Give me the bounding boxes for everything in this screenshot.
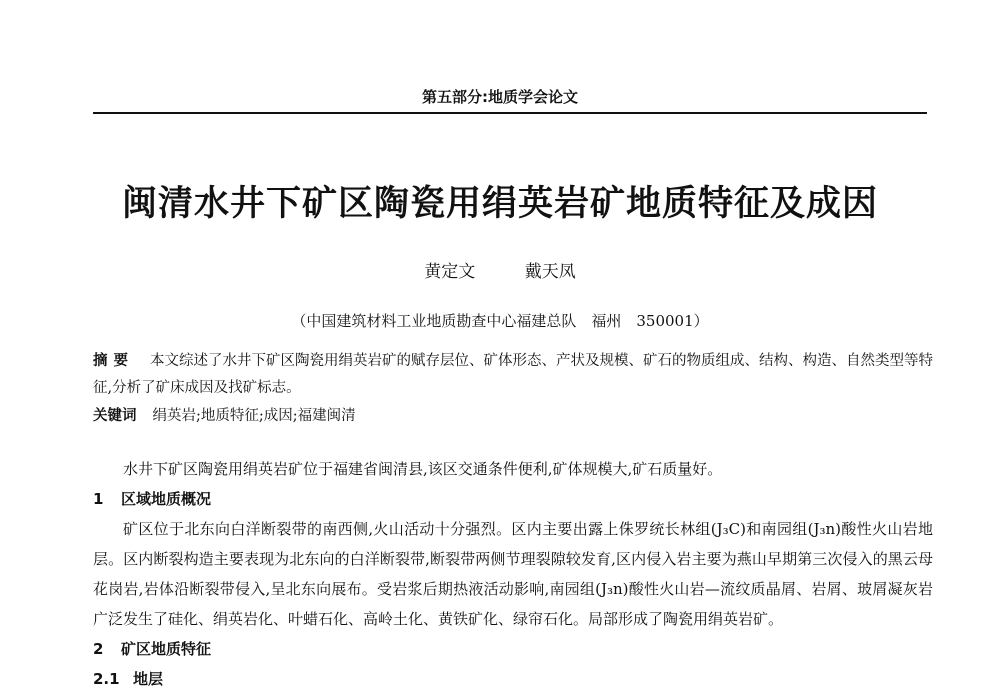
header-rule <box>93 112 927 114</box>
subsection-heading <box>93 664 933 694</box>
section-title: 区域地质概况 <box>121 490 212 508</box>
section-heading <box>93 484 933 514</box>
affiliation: （中国建筑材料工业地质勘查中心福建总队 福州 350001） <box>291 312 709 330</box>
keywords-text: 绢英岩;地质特征;成因;福建闽清 <box>152 408 356 424</box>
intro-paragraph: 水井下矿区陶瓷用绢英岩矿位于福建省闽清县,该区交通条件便利,矿体规模大,矿石质量好。 <box>123 460 723 478</box>
section-number: 2 <box>93 640 104 658</box>
keywords-label: 关键词 <box>93 408 137 424</box>
authors <box>0 257 1000 282</box>
author-name: 黄定文 <box>424 262 476 282</box>
section-paragraph: 矿区位于北东向白洋断裂带的南西侧,火山活动十分强烈。区内主要出露上侏罗统长林组(J₃C)和南园组(J₃n)酸性火山岩地层。区内断裂构造主要表现为北东向的白洋断裂带,断裂带两侧节理裂隙较发育,区内侵入岩主要为燕山早期第三次侵入的黑云母花岗岩,岩体沿断裂带侵入,呈北东向展布。受岩浆后期热液活动影响,南园组(J₃n)酸性火山岩—流纹质晶屑、岩屑、玻屑凝灰岩广泛发生了硅化、绢英岩化、叶蜡石化、高岭土化、黄铁矿化、绿帘石化。局部形成了陶瓷用绢英岩矿。 <box>93 520 933 628</box>
abstract-label: 摘要 <box>93 353 134 369</box>
abstract <box>93 348 933 402</box>
section-title: 矿区地质特征 <box>121 640 212 658</box>
running-header: 第五部分:地质学会论文 <box>422 88 578 106</box>
section-number: 1 <box>93 490 104 508</box>
section-heading <box>93 634 933 664</box>
body-text <box>93 454 933 694</box>
subsection-title: 地层 <box>133 670 164 688</box>
subsection-number: 2.1 <box>93 670 120 688</box>
paper-title: 闽清水井下矿区陶瓷用绢英岩矿地质特征及成因 <box>121 184 878 224</box>
author-name: 戴天凤 <box>524 262 576 282</box>
abstract-text: 本文综述了水井下矿区陶瓷用绢英岩矿的赋存层位、矿体形态、产状及规模、矿石的物质组成、结构、构造、自然类型等特征,分析了矿床成因及找矿标志。 <box>93 353 933 396</box>
keywords <box>93 403 933 430</box>
